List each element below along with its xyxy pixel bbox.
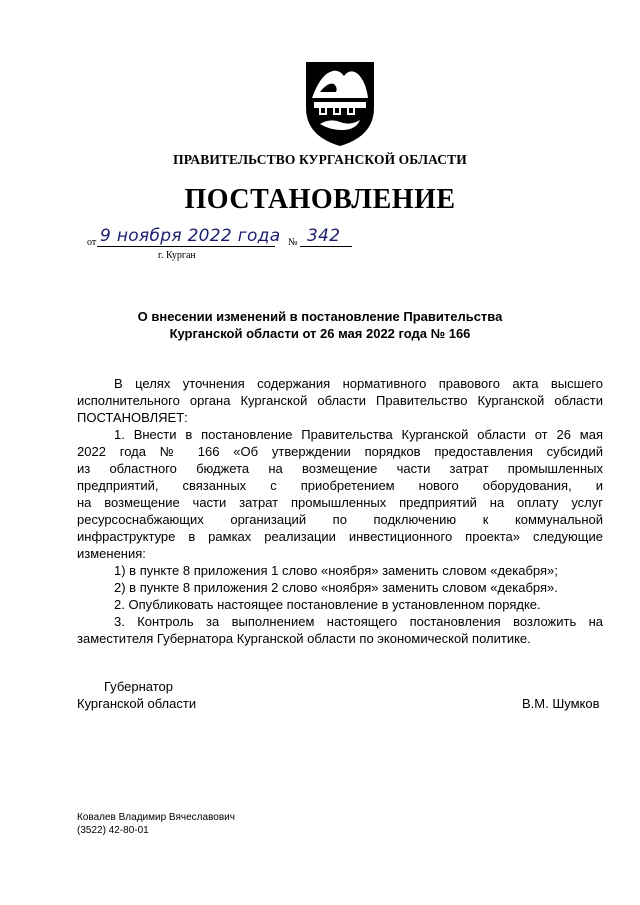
organization-name: ПРАВИТЕЛЬСТВО КУРГАНСКОЙ ОБЛАСТИ bbox=[173, 152, 467, 167]
date-underline bbox=[97, 246, 275, 247]
body-line: 3. Контроль за выполнением настоящего постановления возложить на bbox=[114, 614, 603, 629]
number-label: № bbox=[288, 237, 298, 248]
body-line: 2. Опубликовать настоящее постановление в установленном порядке. bbox=[114, 597, 541, 612]
body-line: 2022 года № 166 «Об утверждении порядков предоставления субсидий bbox=[77, 444, 603, 459]
city-label: г. Курган bbox=[158, 250, 196, 261]
signature-position-line1: Губернатор bbox=[104, 679, 173, 694]
body-line: В целях уточнения содержания нормативного правового акта высшего bbox=[114, 376, 603, 391]
title-line: О внесении изменений в постановление Правительства bbox=[137, 309, 503, 324]
body-line: инфраструктуре в рамках реализации инвестиционного проекта» следующие bbox=[77, 529, 603, 544]
body-line: исполнительного органа Курганской области Правительство Курганской области bbox=[77, 393, 603, 408]
body-line: 1) в пункте 8 приложения 1 слово «ноября» заменить словом «декабря»; bbox=[114, 563, 558, 578]
body-line: заместителя Губернатора Курганской области по экономической политике. bbox=[77, 631, 531, 646]
document-type: ПОСТАНОВЛЕНИЕ bbox=[184, 184, 456, 215]
body-line: предприятий, связанных с приобретением нового оборудования, и bbox=[77, 478, 603, 493]
body-text bbox=[77, 375, 603, 647]
handwritten-number: 342 bbox=[307, 226, 341, 246]
number-underline bbox=[300, 246, 352, 247]
coat-of-arms-emblem bbox=[300, 58, 380, 148]
signatory-name: В.М. Шумков bbox=[522, 696, 600, 711]
handwritten-date: 9 ноября 2022 года bbox=[100, 226, 281, 246]
body-line: 2) в пункте 8 приложения 2 слово «ноября» заменить словом «декабря». bbox=[114, 580, 558, 595]
signature-position-line2: Курганской области bbox=[77, 696, 197, 711]
body-line: ресурсоснабжающих организаций по подключению к коммунальной bbox=[77, 512, 603, 527]
title-line: Курганской области от 26 мая 2022 года № 166 bbox=[169, 326, 471, 341]
body-line: изменения: bbox=[77, 546, 146, 561]
executor-name: Ковалев Владимир Вячеславович bbox=[77, 812, 235, 823]
executor-phone: (3522) 42-80-01 bbox=[77, 825, 149, 836]
body-line: из областного бюджета на возмещение части затрат промышленных bbox=[77, 461, 603, 476]
from-label: от bbox=[87, 237, 97, 248]
body-line: на возмещение части затрат промышленных предприятий на оплату услуг bbox=[77, 495, 603, 510]
body-line: 1. Внести в постановление Правительства Курганской области от 26 мая bbox=[114, 427, 603, 442]
document-title bbox=[0, 308, 640, 342]
body-line: ПОСТАНОВЛЯЕТ: bbox=[77, 410, 188, 425]
